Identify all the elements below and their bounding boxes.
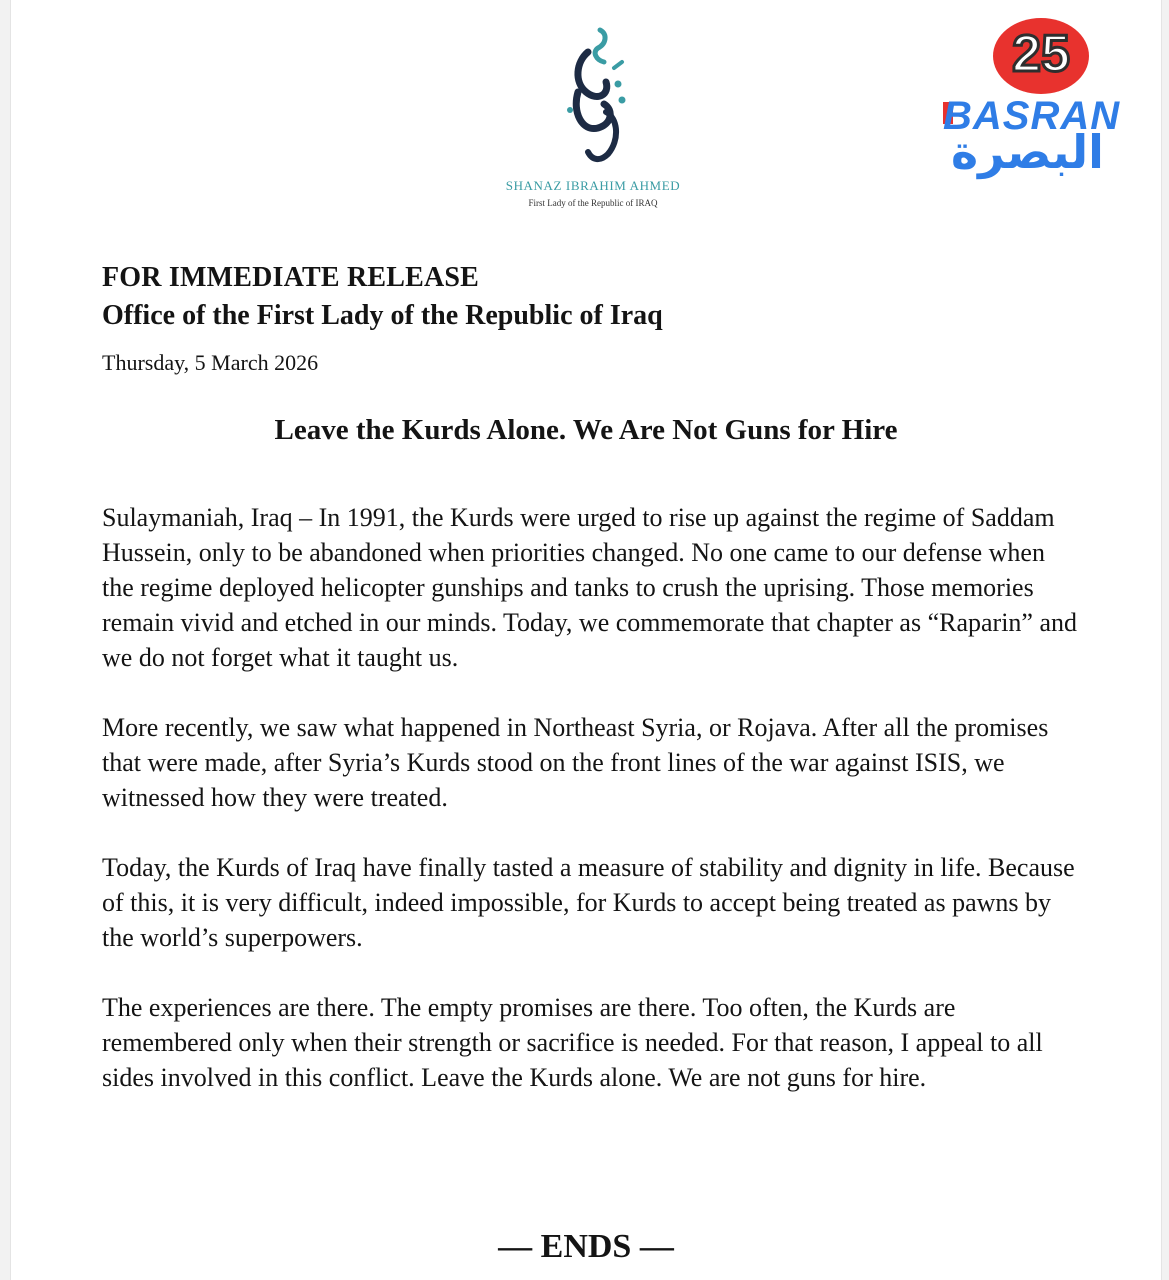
watermark-number: 25 (1012, 25, 1070, 83)
calligraphy-monogram-icon (548, 22, 638, 172)
watermark-latin-text: BASRAN (943, 94, 1121, 138)
release-date: Thursday, 5 March 2026 (102, 350, 319, 375)
document-page (10, 0, 1162, 1280)
basran-watermark (933, 16, 1169, 186)
headline: Leave the Kurds Alone. We Are Not Guns for Hire (274, 414, 898, 446)
ends-marker: — ENDS — (498, 1228, 674, 1265)
paragraph: More recently, we saw what happened in Northeast Syria, or Rojava. After all the promises that were made, after Syria’s Kurds stood on the front lines of the war against ISIS, we witnessed how they were treated. (102, 713, 1049, 812)
paragraph: The experiences are there. The empty promises are there. Too often, the Kurds are remembered only when their strength or sacrifice is needed. For that reason, I appeal to all sides involved in this conflict. Leave the Kurds alone. We are not guns for hire. (102, 993, 1043, 1092)
letterhead-logo (503, 22, 683, 212)
letterhead-title: First Lady of the Republic of IRAQ (528, 198, 658, 208)
statement-body (102, 500, 1077, 1130)
paragraph: Today, the Kurds of Iraq have finally tasted a measure of stability and dignity in life. Because of this, it is very difficult, indeed impossible, for Kurds to accept being treated as pawns by the world’s superpowers. (102, 853, 1075, 952)
office-name: Office of the First Lady of the Republic of Iraq (102, 300, 663, 331)
letterhead-name: SHANAZ IBRAHIM AHMED (505, 178, 681, 193)
release-label: FOR IMMEDIATE RELEASE (102, 262, 480, 293)
paragraph: Sulaymaniah, Iraq – In 1991, the Kurds were urged to rise up against the regime of Saddam Hussein, only to be abandoned when priorities changed. No one came to our defense when the regime deployed helicopter gunships and tanks to crush the uprising. Those memories remain vivid and etched in our minds. Today, we commemorate that chapter as “Raparin” and we do not forget what it taught us. (102, 503, 1078, 672)
watermark-arabic-text: البصرة (951, 125, 1104, 179)
